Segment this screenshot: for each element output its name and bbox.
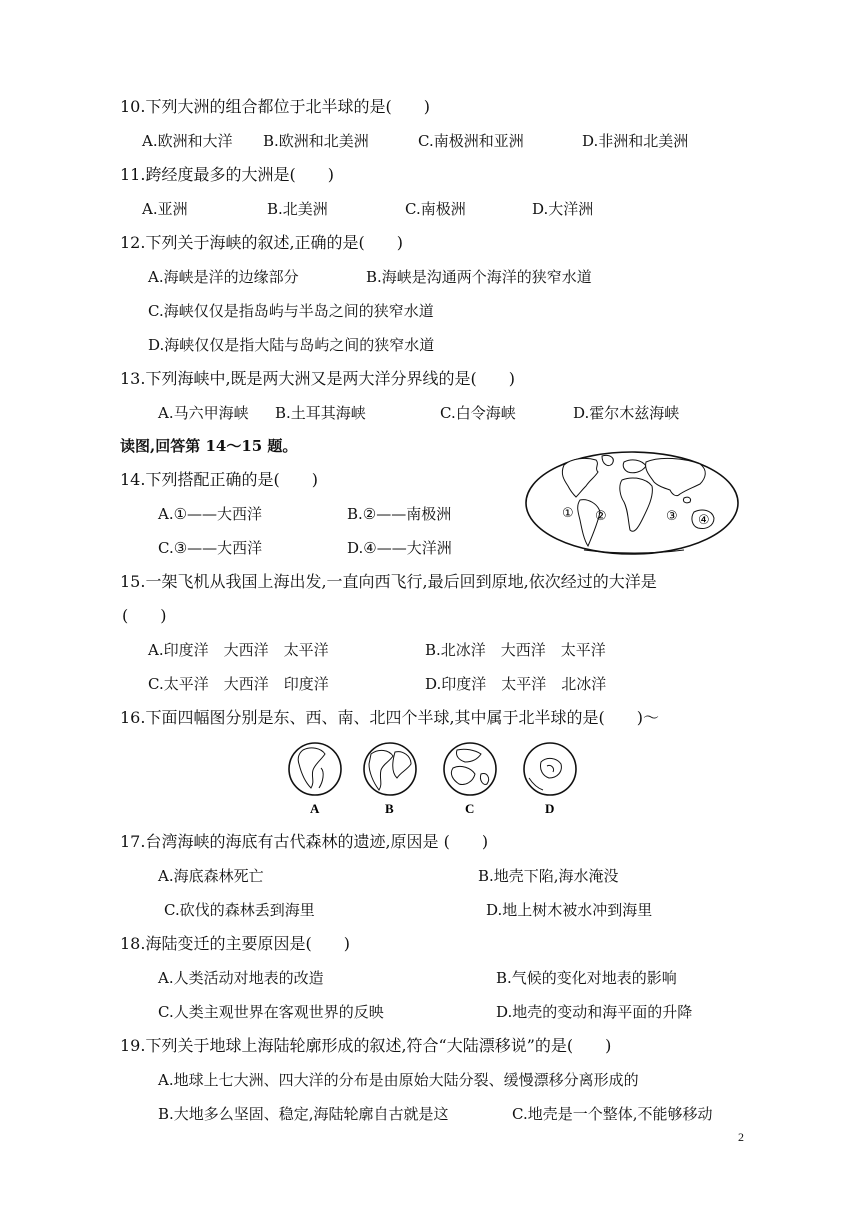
question-15-stem-continued: ( ) <box>122 606 167 625</box>
question-10-stem: 10.下列大洲的组合都位于北半球的是( ) <box>120 97 430 116</box>
question-14-stem: 14.下列搭配正确的是( ) <box>120 470 318 489</box>
question-14-option-c: C.③——大西洋 <box>158 539 263 557</box>
question-19-option-c: C.地壳是一个整体,不能够移动 <box>512 1105 713 1123</box>
question-19-stem: 19.下列关于地球上海陆轮廓形成的叙述,符合“大陆漂移说”的是( ) <box>120 1036 612 1055</box>
question-13-option-d: D.霍尔木兹海峡 <box>573 404 680 422</box>
world-map-figure <box>524 450 740 556</box>
question-13-stem: 13.下列海峡中,既是两大洲又是两大洋分界线的是( ) <box>120 369 516 388</box>
map-label-1: ① <box>562 506 574 521</box>
globe-label-a: A <box>310 801 320 816</box>
question-13-option-c: C.白令海峡 <box>440 404 516 422</box>
question-14-option-d: D.④——大洋洲 <box>347 539 452 557</box>
question-13-option-b: B.土耳其海峡 <box>275 404 366 422</box>
question-15-option-c: C.太平洋 大西洋 印度洋 <box>148 675 329 693</box>
question-12-stem: 12.下列关于海峡的叙述,正确的是( ) <box>120 233 404 252</box>
question-10-option-c: C.南极洲和亚洲 <box>418 132 524 150</box>
globe-label-c: C <box>465 801 475 816</box>
question-19-option-b: B.大地多么坚固、稳定,海陆轮廓自古就是这 <box>158 1105 449 1123</box>
question-15-option-b: B.北冰洋 大西洋 太平洋 <box>425 641 606 659</box>
question-15-option-d: D.印度洋 太平洋 北冰洋 <box>425 675 607 693</box>
map-label-4: ④ <box>698 513 710 528</box>
question-18-option-d: D.地壳的变动和海平面的升降 <box>496 1003 693 1021</box>
question-11-option-d: D.大洋洲 <box>532 200 594 218</box>
question-12-option-d: D.海峡仅仅是指大陆与岛屿之间的狭窄水道 <box>148 336 435 354</box>
question-11-option-b: B.北美洲 <box>267 200 328 218</box>
globe-a <box>289 743 341 816</box>
question-11-option-c: C.南极洲 <box>405 200 466 218</box>
globe-label-d: D <box>545 801 555 816</box>
page-number: 2 <box>738 1130 744 1144</box>
question-12-option-b: B.海峡是沟通两个海洋的狭窄水道 <box>366 268 592 286</box>
question-18-stem: 18.海陆变迁的主要原因是( ) <box>120 934 350 953</box>
question-12-option-c: C.海峡仅仅是指岛屿与半岛之间的狭窄水道 <box>148 302 434 320</box>
question-17-option-a: A.海底森林死亡 <box>158 867 264 885</box>
question-10-option-a: A.欧洲和大洋 <box>142 132 233 150</box>
globe-b <box>364 743 416 816</box>
question-18-option-a: A.人类活动对地表的改造 <box>158 969 324 987</box>
question-18-option-b: B.气候的变化对地表的影响 <box>496 969 677 987</box>
question-11-stem: 11.跨经度最多的大洲是( ) <box>120 165 334 184</box>
question-17-option-c: C.砍伐的森林丢到海里 <box>164 901 315 919</box>
question-17-option-b: B.地壳下陷,海水淹没 <box>478 867 619 885</box>
globe-d <box>524 743 576 816</box>
globe-label-b: B <box>385 801 394 816</box>
question-10-option-d: D.非洲和北美洲 <box>582 132 689 150</box>
question-14-option-a: A.①——大西洋 <box>158 505 263 523</box>
question-11-option-a: A.亚洲 <box>142 200 188 218</box>
question-15-stem: 15.一架飞机从我国上海出发,一直向西飞行,最后回到原地,依次经过的大洋是 <box>120 572 657 591</box>
read-map-instruction: 读图,回答第 14～15 题。 <box>120 437 298 455</box>
question-12-option-a: A.海峡是洋的边缘部分 <box>148 268 299 286</box>
map-label-3: ③ <box>666 509 678 524</box>
question-17-stem: 17.台湾海峡的海底有古代森林的遗迹,原因是 ( ) <box>120 832 489 851</box>
map-label-2: ② <box>595 509 607 524</box>
question-10-option-b: B.欧洲和北美洲 <box>263 132 369 150</box>
globe-c <box>444 743 496 816</box>
question-15-option-a: A.印度洋 大西洋 太平洋 <box>148 641 329 659</box>
question-19-option-a: A.地球上七大洲、四大洋的分布是由原始大陆分裂、缓慢漂移分离形成的 <box>158 1071 639 1089</box>
question-17-option-d: D.地上树木被水冲到海里 <box>486 901 653 919</box>
question-13-option-a: A.马六甲海峡 <box>158 404 249 422</box>
question-16-stem: 16.下面四幅图分别是东、西、南、北四个半球,其中属于北半球的是( )～ <box>120 708 660 727</box>
question-18-option-c: C.人类主观世界在客观世界的反映 <box>158 1003 384 1021</box>
hemisphere-globes-figure <box>285 738 585 818</box>
question-14-option-b: B.②——南极洲 <box>347 505 452 523</box>
